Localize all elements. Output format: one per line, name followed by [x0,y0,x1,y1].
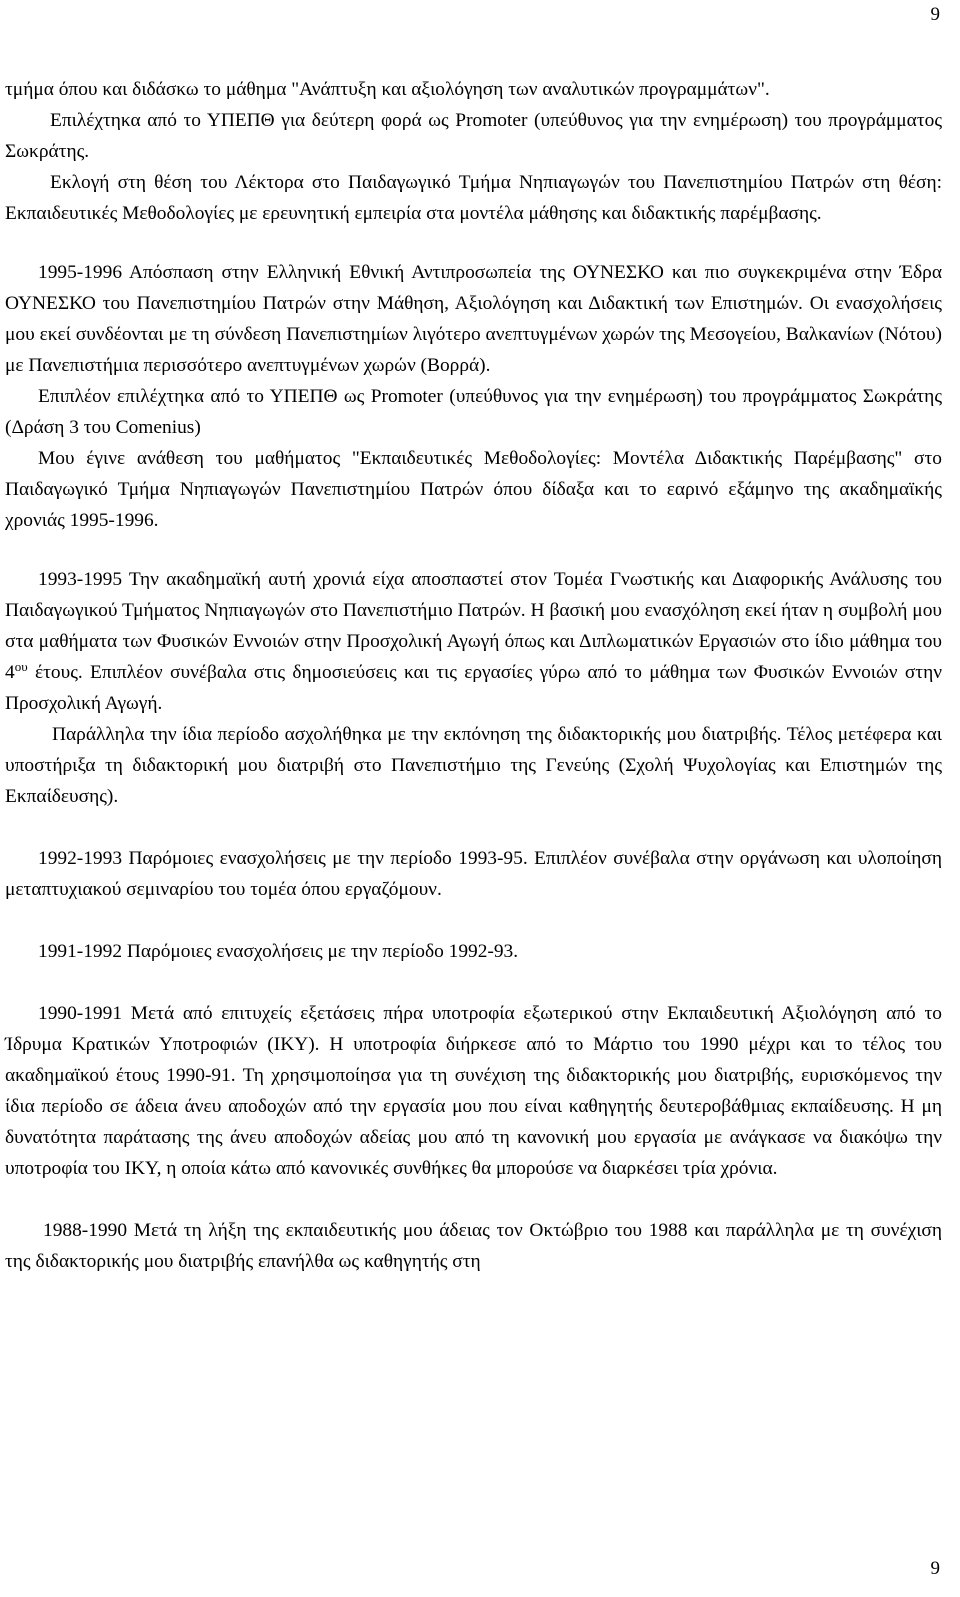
paragraph: 1995-1996 Απόσπαση στην Ελληνική Εθνική Αντιπροσωπεία της ΟΥΝΕΣΚΟ και πιο συγκεκριμένα στην Έδρα ΟΥΝΕΣΚΟ του Πανεπιστημίου Πατρών στην Μάθηση, Αξιολόγηση και Διδακτική των Επιστημών. Οι ενασχολήσεις μου εκεί συνδέονται με τη σύνδεση Πανεπιστημίων λιγότερο ανεπτυγμένων χωρών της Μεσογείου, Βαλκανίων (Νότου) με Πανεπιστήμια περισσότερο ανεπτυγμένων χωρών (Βορρά). [5,262,942,376]
paragraph-text: 1993-1995 Την ακαδημαϊκή αυτή χρονιά είχα αποσπαστεί στον Τομέα Γνωστικής και Διαφορικής Ανάλυσης του Παιδαγωγικού Τμήματος Νηπιαγωγών στο Πανεπιστήμιο Πατρών. Η βασική μου ενασχόληση εκεί ήταν η συμβολή μου στα μαθήματα των Φυσικών Εννοιών στην Προσχολική Αγωγή όπως και Διπλωματικών Εργασιών στο ίδιο μάθημα του 4 [5,569,942,683]
paragraph: 1992-1993 Παρόμοιες ενασχολήσεις με την περίοδο 1993-95. Επιπλέον συνέβαλα στην οργάνωση και υλοποίηση μεταπτυχιακού σεμιναρίου του τομέα όπου εργαζόμουν. [5,848,942,900]
paragraph: Εκλογή στη θέση του Λέκτορα στο Παιδαγωγικό Τμήμα Νηπιαγωγών του Πανεπιστημίου Πατρών στη θέση: Εκπαιδευτικές Μεθοδολογίες με ερευνητική εμπειρία στα μοντέλα μάθησης και διδακτικής παρέμβασης. [5,172,942,224]
paragraph: τμήμα όπου και διδάσκω το μάθημα "Ανάπτυξη και αξιολόγηση των αναλυτικών προγραμμάτων". [5,79,770,100]
document-body [5,74,942,1277]
paragraph: Μου έγινε ανάθεση του μαθήματος "Εκπαιδευτικές Μεθοδολογίες: Μοντέλα Διδακτικής Παρέμβασης" στο Παιδαγωγικό Τμήμα Νηπιαγωγών Πανεπιστημίου Πατρών όπου δίδαξα και το εαρινό εξάμηνο της ακαδημαϊκής χρονιάς 1995-1996. [5,448,942,531]
paragraph: 1990-1991 Μετά από επιτυχείς εξετάσεις πήρα υποτροφία εξωτερικού στην Εκπαιδευτική Αξιολόγηση από το Ίδρυμα Κρατικών Υποτροφιών (ΙΚΥ). Η υποτροφία διήρκεσε από το Μάρτιο του 1990 μέχρι και το τέλος του ακαδημαϊκού έτους 1990-91. Τη χρησιμοποίησα για τη συνέχιση της διδακτορικής μου διατριβής, ευρισκόμενος την ίδια περίοδο σε άδεια άνευ αποδοχών από την εργασία μου που είναι καθηγητής δευτεροβάθμιας εκπαίδευσης. Η μη δυνατότητα παράτασης της άνευ αποδοχών αδείας μου από τη κανονική μου εργασία με ανάγκασε να διακόψω την υποτροφία του ΙΚΥ, η οποία κάτω από κανονικές συνθήκες θα μπορούσε να διαρκέσει τρία χρόνια. [5,1003,942,1179]
ordinal-superscript: ου [14,659,28,674]
paragraph: Επιλέχτηκα από το ΥΠΕΠΘ για δεύτερη φορά ως Promoter (υπεύθυνος για την ενημέρωση) του προγράμματος Σωκράτης. [5,110,942,162]
paragraph [5,564,942,719]
page-number-top: 9 [930,4,940,25]
paragraph-text: έτους. Επιπλέον συνέβαλα στις δημοσιεύσεις και τις εργασίες γύρω από το μάθημα των Φυσικών Εννοιών στην Προσχολική Αγωγή. [5,662,942,714]
paragraph: Επιπλέον επιλέχτηκα από το ΥΠΕΠΘ ως Promoter (υπεύθυνος για την ενημέρωση) του προγράμματος Σωκράτης (Δράση 3 του Comenius) [5,386,942,438]
paragraph: Παράλληλα την ίδια περίοδο ασχολήθηκα με την εκπόνηση της διδακτορικής μου διατριβής. Τέλος μετέφερα και υποστήριξα τη διδακτορική μου διατριβή στο Πανεπιστήμιο της Γενεύης (Σχολή Ψυχολογίας και Επιστημών της Εκπαίδευσης). [5,724,942,807]
paragraph: 1988-1990 Μετά τη λήξη της εκπαιδευτικής μου άδειας τον Οκτώβριο του 1988 και παράλληλα με τη συνέχιση της διδακτορικής μου διατριβής επανήλθα ως καθηγητής στη [5,1220,942,1272]
page-number-bottom: 9 [930,1558,940,1579]
paragraph: 1991-1992 Παρόμοιες ενασχολήσεις με την περίοδο 1992-93. [38,941,519,962]
